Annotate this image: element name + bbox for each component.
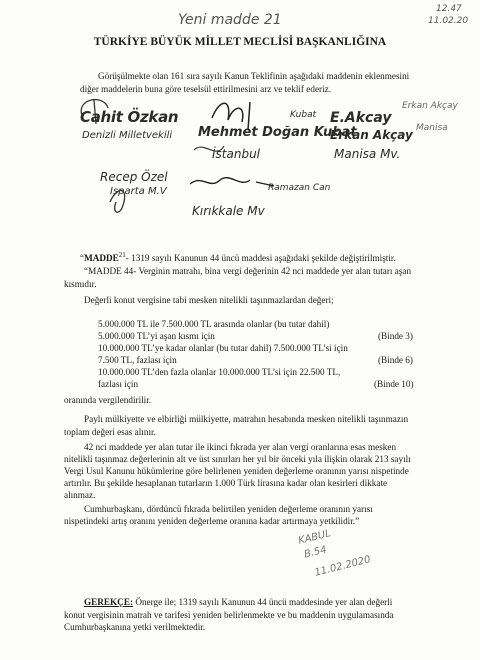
bracket1-rate: (Binde 3) (378, 331, 413, 341)
signature-note-kubat: Kubat (290, 110, 317, 120)
corner-note-date: 11.02.20 (428, 16, 469, 26)
value-intro: Değerli konut vergisine tabi mesken nitelikli taşınmazlardan değeri; (84, 295, 334, 305)
bracket2-line-2: 7.500 TL, fazlası için (98, 355, 177, 365)
corner-note-time: 12.47 (436, 4, 462, 14)
bracket3-line-2: fazlası için (98, 379, 139, 389)
madde44-line-1: “MADDE 44- Verginin matrahı, bina vergi değerinin 42 nci maddede yer alan tutarı aşan (84, 266, 412, 276)
president-line-1: Cumhurbaşkanı, dördüncü fıkrada belirtilen yeniden değerleme oranının yarısı (84, 504, 373, 514)
indexation-line-5: alınmaz. (64, 490, 96, 500)
signature-city-5: Kırıkkale Mv (192, 204, 265, 218)
signature-name-3: E.Akcay (330, 110, 392, 126)
article-heading: “MADDE$^{21}$- 1319 sayılı Kanunun 44 üncü maddesi aşağıdaki şekilde değiştirilmiştir. (80, 251, 396, 264)
signature-name-1: Cahit Özkan (80, 108, 179, 126)
justification-text-1: Önerge ile; 1319 sayılı Kanunun 44 üncü maddesinde yer alan değerli (133, 597, 393, 607)
signature-note-name: Erkan Akçay (402, 101, 458, 111)
bracket2-rate: (Binde 6) (378, 355, 413, 365)
signature-note-city: Manisa (416, 123, 448, 133)
article-lead-text: - 1319 sayılı Kanunun 44 üncü maddesi aşağıdaki şekilde değiştirilmiştir. (125, 253, 396, 264)
madde44-line-2: kısmıdır. (64, 279, 97, 289)
president-line-2: nispetindeki artış oranını yeniden değerleme oranına kadar artırmaya yetkilidir.” (64, 516, 360, 526)
intro-line-2: diğer maddelerin buna göre teselsül ettirilmesini arz ve teklif ederiz. (80, 84, 332, 94)
stamp-session: B.54 (303, 544, 328, 561)
handwritten-title: Yeni madde 21 (178, 12, 282, 28)
signature-city-2: İstanbul (212, 147, 261, 161)
signature-city-3: Manisa Mv. (334, 147, 401, 161)
signature-city-4: Isparta M.V (110, 186, 167, 197)
bracket1-line-2: 5.000.000 TL’yi aşan kısmı için (98, 331, 215, 341)
justification-label: GEREKÇE: (84, 597, 134, 607)
shared-ownership-line-2: toplam değeri esas alınır. (64, 427, 156, 437)
shared-ownership-line-1: Paylı mülkiyette ve elbirliği mülkiyette, matrahın hesabında mesken nitelikli taşınmazın (84, 414, 409, 424)
bracket3-line-1: 10.000.000 TL’den fazla olanlar 10.000.000 TL’si için 22.500 TL, (98, 367, 341, 377)
signature-name-2: Mehmet Doğan Kubat (198, 125, 357, 140)
indexation-line-1: 42 nci maddede yer alan tutar ile ikinci fıkrada yer alan vergi oranlarına esas mesken (84, 442, 397, 452)
article-madde-label: MADDE (84, 253, 119, 264)
bracket3-rate: (Binde 10) (374, 379, 414, 389)
justification-line-1 (84, 597, 392, 607)
bracket2-line-1: 10.000.000 TL’ye kadar olanlar (bu tutar dahil) 7.500.000 TL’si için (98, 343, 348, 353)
document-title: TÜRKİYE BÜYÜK MİLLET MECLİSİ BAŞKANLIĞINA (93, 36, 387, 48)
justification-line-2: konut vergisinin matrah ve tarifesi yeniden belirlenmekte ve bu maddenin uygulamasında (64, 610, 394, 620)
rate-closing: oranında vergilendirilir. (64, 395, 152, 405)
indexation-line-2: nitelikli taşınmaz değerlerinin alt ve üst sınırları her yıl bir önceki yıla ilişkin olarak 213 sayılı (64, 454, 411, 464)
stamp-kabul: KABUL (297, 528, 332, 547)
signature-note-can: Ramazan Can (268, 183, 331, 193)
article-number-hand: 21 (118, 251, 126, 259)
stamp-date: 11.02.2020 (313, 554, 372, 579)
signature-strokes (74, 90, 414, 220)
bracket1-line-1: 5.000.000 TL ile 7.500.000 TL arasında olanlar (bu tutar dahil) (98, 319, 330, 329)
signature-name-4: Recep Özel (100, 170, 168, 184)
justification-line-3: Cumhurbaşkanına yetki verilmektedir. (64, 622, 206, 632)
signature-city-1: Denizli Milletvekili (82, 130, 173, 141)
indexation-line-3: Vergi Usul Kanunu hükümlerine göre belirlenen yeniden değerleme oranının yarısı nispetinde (64, 466, 409, 476)
indexation-line-4: artırılır. Bu şekilde hesaplanan tutarların 1.000 Türk lirasına kadar olan kesirleri dikkate (64, 478, 388, 488)
signature-name-3b: Erkan Akçay (330, 128, 413, 142)
intro-line-1: Görüşülmekte olan 161 sıra sayılı Kanun Teklifinin aşağıdaki maddenin eklenmesini (98, 71, 410, 81)
